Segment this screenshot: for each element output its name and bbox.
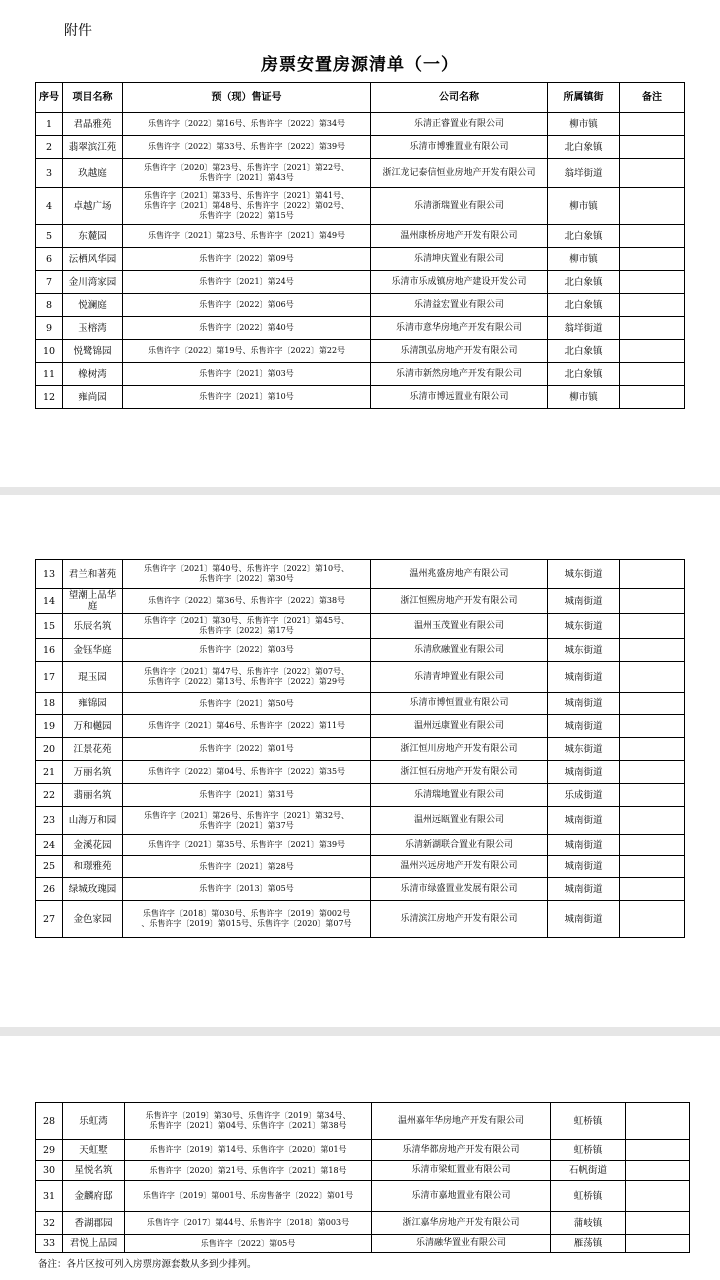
table-row [36, 715, 685, 738]
table-row [36, 159, 685, 188]
document-page-2 [0, 495, 720, 1027]
table-row [36, 589, 685, 614]
project-name: 翡翠滨江苑 [63, 136, 123, 159]
license-line: 乐售许字〔2020〕第21号、乐售许字〔2021〕第18号 [149, 1165, 347, 1175]
project-name: 雍锦园 [63, 693, 123, 715]
row-number: 1 [36, 113, 63, 136]
row-number: 2 [36, 136, 63, 159]
license-line: 乐售许字〔2021〕第33号、乐售许字〔2021〕第41号、 [143, 191, 350, 200]
document-page-3 [0, 1036, 720, 1280]
license-numbers [125, 1181, 372, 1212]
license-numbers [123, 159, 371, 188]
license-numbers [123, 294, 371, 317]
license-numbers [125, 1103, 372, 1140]
town-name: 城南街道 [548, 715, 620, 738]
town-name: 城东街道 [548, 639, 620, 662]
town-name: 柳市镇 [548, 113, 620, 136]
town-name: 城南街道 [548, 901, 620, 938]
company-name: 温州玉茂置业有限公司 [371, 614, 548, 639]
table-row [36, 1103, 690, 1140]
town-name: 翁垟街道 [548, 159, 620, 188]
town-name: 城南街道 [548, 662, 620, 693]
row-number: 16 [36, 639, 63, 662]
attachment-label: 附件 [64, 23, 92, 39]
license-numbers [123, 878, 371, 901]
row-number: 12 [36, 386, 63, 409]
project-name: 玉榕湾 [63, 317, 123, 340]
license-line: 乐售许字〔2022〕第09号 [199, 254, 294, 263]
row-number: 20 [36, 738, 63, 761]
remark-cell [620, 248, 685, 271]
company-name: 乐清市乐成镇房地产建设开发公司 [371, 271, 548, 294]
company-name: 浙江恒熙房地产开发有限公司 [371, 589, 548, 614]
license-line: 乐售许字〔2021〕第48号、乐售许字〔2022〕第02号、 [143, 201, 350, 210]
license-line: 乐售许字〔2022〕第06号 [199, 300, 294, 309]
company-name: 温州远瓯置业有限公司 [371, 807, 548, 835]
license-numbers [123, 560, 371, 589]
company-name: 乐清市绿盛置业发展有限公司 [371, 878, 548, 901]
project-name: 和璟雅苑 [63, 856, 123, 878]
license-line: 乐售许字〔2018〕第030号、乐售许字〔2019〕第002号 [142, 909, 351, 918]
project-name: 江景花苑 [63, 738, 123, 761]
license-line: 乐售许字〔2021〕第26号、乐售许字〔2021〕第32号、 [143, 810, 350, 820]
project-name: 君悦上品园 [63, 1235, 125, 1253]
town-name: 城南街道 [548, 693, 620, 715]
remark-cell [620, 639, 685, 662]
project-name: 橡树湾 [63, 363, 123, 386]
town-name: 柳市镇 [548, 188, 620, 225]
license-numbers [123, 188, 371, 225]
license-numbers [125, 1235, 372, 1253]
license-line: 乐售许字〔2021〕第37号 [199, 820, 294, 830]
table-row [36, 136, 685, 159]
project-name: 金钰华庭 [63, 639, 123, 662]
license-line: 乐售许字〔2021〕第46号、乐售许字〔2022〕第11号 [147, 721, 346, 730]
row-number: 14 [36, 589, 63, 614]
license-line: 乐售许字〔2021〕第23号、乐售许字〔2021〕第49号 [147, 231, 346, 240]
license-line: 乐售许字〔2021〕第40号、乐售许字〔2022〕第10号、 [143, 564, 350, 573]
row-number: 23 [36, 807, 63, 835]
town-name: 城南街道 [548, 835, 620, 856]
project-name: 绿城玫瑰园 [63, 878, 123, 901]
remark-cell [626, 1103, 690, 1140]
town-name: 北白象镇 [548, 294, 620, 317]
license-line: 乐售许字〔2017〕第44号、乐售许字〔2018〕第003号 [146, 1218, 350, 1227]
remark-cell [620, 835, 685, 856]
license-numbers [123, 271, 371, 294]
company-name: 温州远康置业有限公司 [371, 715, 548, 738]
table-row [36, 878, 685, 901]
license-numbers [123, 136, 371, 159]
table-row [36, 340, 685, 363]
town-name: 柳市镇 [548, 248, 620, 271]
license-line: 乐售许字〔2021〕第04号、乐售许字〔2021〕第38号 [149, 1121, 347, 1130]
row-number: 5 [36, 225, 63, 248]
project-name: 乐虹湾 [63, 1103, 125, 1140]
row-number: 22 [36, 784, 63, 807]
license-numbers [123, 639, 371, 662]
company-name: 乐清坤庆置业有限公司 [371, 248, 548, 271]
row-number: 11 [36, 363, 63, 386]
row-number: 8 [36, 294, 63, 317]
license-numbers [123, 340, 371, 363]
table-row [36, 225, 685, 248]
town-name: 蒲岐镇 [551, 1212, 626, 1235]
header-license: 预（现）售证号 [123, 83, 371, 113]
remark-cell [620, 878, 685, 901]
town-name: 翁垟街道 [548, 317, 620, 340]
table-row [36, 784, 685, 807]
license-numbers [123, 738, 371, 761]
company-name: 乐清滨江房地产开发有限公司 [371, 901, 548, 938]
town-name: 北白象镇 [548, 363, 620, 386]
row-number: 28 [36, 1103, 63, 1140]
table-row [36, 386, 685, 409]
company-name: 乐清正睿置业有限公司 [371, 113, 548, 136]
table-row [36, 807, 685, 835]
company-name: 乐清市梁虹置业有限公司 [372, 1161, 551, 1181]
license-numbers [123, 835, 371, 856]
project-name: 君兰和著苑 [63, 560, 123, 589]
license-line: 乐售许字〔2021〕第24号 [199, 277, 294, 286]
license-numbers [123, 225, 371, 248]
license-numbers [123, 715, 371, 738]
project-name: 琨玉园 [63, 662, 123, 693]
company-name: 浙江恒川房地产开发有限公司 [371, 738, 548, 761]
row-number: 30 [36, 1161, 63, 1181]
remark-cell [620, 784, 685, 807]
remark-cell [620, 188, 685, 225]
remark-cell [620, 159, 685, 188]
town-name: 虹桥镇 [551, 1140, 626, 1161]
table-row [36, 761, 685, 784]
license-line: 乐售许字〔2022〕第17号 [199, 626, 294, 635]
project-name: 翡丽名筑 [63, 784, 123, 807]
project-name: 乐辰名筑 [63, 614, 123, 639]
company-name: 乐清新湖联合置业有限公司 [371, 835, 548, 856]
license-line: 乐售许字〔2022〕第19号、乐售许字〔2022〕第22号 [147, 346, 346, 355]
company-name: 乐清市新然房地产开发有限公司 [371, 363, 548, 386]
row-number: 7 [36, 271, 63, 294]
table-row [36, 113, 685, 136]
license-line: 乐售许字〔2019〕第001号、乐房售备字〔2022〕第01号 [142, 1191, 354, 1200]
table-row [36, 1161, 690, 1181]
row-number: 6 [36, 248, 63, 271]
license-line: 乐售许字〔2021〕第47号、乐售许字〔2022〕第07号、 [143, 667, 350, 676]
row-number: 24 [36, 835, 63, 856]
project-name: 悦鹭锦园 [63, 340, 123, 363]
project-name: 万丽名筑 [63, 761, 123, 784]
document-page-1 [0, 0, 720, 487]
town-name: 北白象镇 [548, 136, 620, 159]
company-name: 乐清市博雅置业有限公司 [371, 136, 548, 159]
license-line: 、乐售许字〔2019〕第015号、乐售许字〔2020〕第07号 [141, 919, 352, 928]
project-name: 玖越庭 [63, 159, 123, 188]
license-numbers [123, 693, 371, 715]
table-row [36, 271, 685, 294]
company-name: 乐清市意华房地产开发有限公司 [371, 317, 548, 340]
table-row [36, 248, 685, 271]
row-number: 13 [36, 560, 63, 589]
table-row [36, 294, 685, 317]
row-number: 3 [36, 159, 63, 188]
town-name: 虹桥镇 [551, 1103, 626, 1140]
license-numbers [123, 856, 371, 878]
company-name: 乐清瑞地置业有限公司 [371, 784, 548, 807]
license-numbers [123, 589, 371, 614]
remark-cell [620, 363, 685, 386]
company-name: 温州兴远房地产开发有限公司 [371, 856, 548, 878]
table-row [36, 856, 685, 878]
license-numbers [123, 317, 371, 340]
license-line: 乐售许字〔2022〕第36号、乐售许字〔2022〕第38号 [147, 596, 346, 605]
company-name: 浙江嘉华房地产开发有限公司 [372, 1212, 551, 1235]
company-name: 温州嘉年华房地产开发有限公司 [372, 1103, 551, 1140]
row-number: 18 [36, 693, 63, 715]
license-line: 乐售许字〔2013〕第05号 [199, 884, 294, 893]
housing-table-page-2 [35, 559, 685, 938]
table-row [36, 317, 685, 340]
footnote: 备注：各片区按可列入房票房源套数从多到少排列。 [38, 1259, 257, 1270]
company-name: 乐清欣融置业有限公司 [371, 639, 548, 662]
table-row [36, 738, 685, 761]
project-name: 香湖郡园 [63, 1212, 125, 1235]
license-numbers [125, 1212, 372, 1235]
company-name: 温州康桥房地产开发有限公司 [371, 225, 548, 248]
table-row [36, 614, 685, 639]
project-name: 沄栖风华园 [63, 248, 123, 271]
remark-cell [626, 1235, 690, 1253]
company-name: 浙江龙记泰信恒业房地产开发有限公司 [371, 159, 548, 188]
row-number: 4 [36, 188, 63, 225]
town-name: 城南街道 [548, 856, 620, 878]
project-name: 金川湾家园 [63, 271, 123, 294]
license-line: 乐售许字〔2022〕第03号 [199, 645, 294, 654]
remark-cell [620, 693, 685, 715]
table-row [36, 560, 685, 589]
project-name: 天虹墅 [63, 1140, 125, 1161]
project-name: 万和樾园 [63, 715, 123, 738]
row-number: 21 [36, 761, 63, 784]
license-line: 乐售许字〔2021〕第03号 [199, 369, 294, 378]
table-row [36, 188, 685, 225]
remark-cell [626, 1140, 690, 1161]
license-numbers [123, 784, 371, 807]
project-name: 金色家园 [63, 901, 123, 938]
row-number: 32 [36, 1212, 63, 1235]
license-line: 乐售许字〔2022〕第04号、乐售许字〔2022〕第35号 [147, 767, 346, 776]
header-remark: 备注 [620, 83, 685, 113]
company-name: 乐清青坤置业有限公司 [371, 662, 548, 693]
license-line: 乐售许字〔2021〕第50号 [199, 698, 294, 708]
company-name: 浙江恒石房地产开发有限公司 [371, 761, 548, 784]
company-name: 乐清益宏置业有限公司 [371, 294, 548, 317]
town-name: 城南街道 [548, 761, 620, 784]
project-name: 金麟府邸 [63, 1181, 125, 1212]
project-name: 雍尚园 [63, 386, 123, 409]
remark-cell [620, 113, 685, 136]
remark-cell [620, 589, 685, 614]
table-row [36, 835, 685, 856]
project-name: 君晶雅苑 [63, 113, 123, 136]
town-name: 石帆街道 [551, 1161, 626, 1181]
row-number: 17 [36, 662, 63, 693]
license-line: 乐售许字〔2021〕第43号 [199, 173, 294, 182]
license-line: 乐售许字〔2022〕第30号 [199, 574, 294, 583]
license-line: 乐售许字〔2021〕第28号 [199, 861, 294, 871]
company-name: 乐清融华置业有限公司 [372, 1235, 551, 1253]
company-name: 乐清浙瑞置业有限公司 [371, 188, 548, 225]
license-line: 乐售许字〔2022〕第05号 [200, 1238, 296, 1248]
project-name: 卓越广场 [63, 188, 123, 225]
remark-cell [620, 761, 685, 784]
table-row [36, 1181, 690, 1212]
table-row [36, 901, 685, 938]
row-number: 19 [36, 715, 63, 738]
company-name: 乐清凯弘房地产开发有限公司 [371, 340, 548, 363]
remark-cell [620, 317, 685, 340]
remark-cell [620, 901, 685, 938]
remark-cell [626, 1161, 690, 1181]
license-line: 乐售许字〔2019〕第14号、乐售许字〔2020〕第01号 [149, 1145, 347, 1154]
license-line: 乐售许字〔2021〕第31号 [199, 790, 294, 799]
company-name: 乐清市嘉地置业有限公司 [372, 1181, 551, 1212]
table-header-row [36, 83, 685, 113]
company-name: 温州兆盛房地产有限公司 [371, 560, 548, 589]
remark-cell [620, 271, 685, 294]
table-row [36, 662, 685, 693]
town-name: 北白象镇 [548, 225, 620, 248]
remark-cell [620, 136, 685, 159]
license-line: 乐售许字〔2022〕第33号、乐售许字〔2022〕第39号 [147, 142, 346, 151]
license-line: 乐售许字〔2022〕第15号 [199, 211, 294, 220]
town-name: 城东街道 [548, 614, 620, 639]
remark-cell [620, 294, 685, 317]
license-line: 乐售许字〔2022〕第40号 [199, 323, 294, 332]
row-number: 31 [36, 1181, 63, 1212]
table-row [36, 693, 685, 715]
company-name: 乐清市博恒置业有限公司 [371, 693, 548, 715]
remark-cell [620, 715, 685, 738]
remark-cell [620, 340, 685, 363]
town-name: 雁荡镇 [551, 1235, 626, 1253]
license-numbers [123, 248, 371, 271]
license-numbers [123, 807, 371, 835]
project-name: 星悦名筑 [63, 1161, 125, 1181]
table-row [36, 363, 685, 386]
remark-cell [620, 560, 685, 589]
header-no: 序号 [36, 83, 63, 113]
row-number: 10 [36, 340, 63, 363]
table-row [36, 1235, 690, 1253]
license-numbers [123, 363, 371, 386]
town-name: 城南街道 [548, 807, 620, 835]
header-project: 项目名称 [63, 83, 123, 113]
license-numbers [123, 761, 371, 784]
license-numbers [123, 113, 371, 136]
town-name: 城南街道 [548, 589, 620, 614]
company-name: 乐清华都房地产开发有限公司 [372, 1140, 551, 1161]
remark-cell [626, 1181, 690, 1212]
town-name: 北白象镇 [548, 271, 620, 294]
license-line: 乐售许字〔2020〕第23号、乐售许字〔2021〕第22号、 [143, 163, 350, 172]
license-numbers [125, 1161, 372, 1181]
license-line: 乐售许字〔2022〕第16号、乐售许字〔2022〕第34号 [147, 119, 346, 128]
row-number: 15 [36, 614, 63, 639]
project-name: 悦澜庭 [63, 294, 123, 317]
remark-cell [620, 662, 685, 693]
remark-cell [620, 738, 685, 761]
license-numbers [123, 901, 371, 938]
town-name: 虹桥镇 [551, 1181, 626, 1212]
project-name: 东麓园 [63, 225, 123, 248]
row-number: 25 [36, 856, 63, 878]
row-number: 33 [36, 1235, 63, 1253]
town-name: 城东街道 [548, 560, 620, 589]
page-title: 房票安置房源清单（一） [261, 55, 459, 75]
table-row [36, 639, 685, 662]
project-name: 望潮上品华庭 [63, 589, 123, 614]
town-name: 城东街道 [548, 738, 620, 761]
license-line: 乐售许字〔2021〕第35号、乐售许字〔2021〕第39号 [147, 840, 346, 849]
remark-cell [620, 807, 685, 835]
license-line: 乐售许字〔2022〕第13号、乐售许字〔2022〕第29号 [147, 677, 346, 686]
town-name: 北白象镇 [548, 340, 620, 363]
project-name: 山海万和园 [63, 807, 123, 835]
license-numbers [123, 662, 371, 693]
remark-cell [620, 856, 685, 878]
town-name: 城南街道 [548, 878, 620, 901]
project-name: 金溪花园 [63, 835, 123, 856]
remark-cell [620, 614, 685, 639]
table-row [36, 1212, 690, 1235]
town-name: 乐成街道 [548, 784, 620, 807]
table-row [36, 1140, 690, 1161]
license-numbers [123, 614, 371, 639]
company-name: 乐清市博远置业有限公司 [371, 386, 548, 409]
license-line: 乐售许字〔2019〕第30号、乐售许字〔2019〕第34号、 [145, 1111, 351, 1120]
row-number: 27 [36, 901, 63, 938]
town-name: 柳市镇 [548, 386, 620, 409]
license-line: 乐售许字〔2021〕第10号 [199, 392, 294, 401]
remark-cell [620, 225, 685, 248]
housing-table-page-1 [35, 82, 685, 409]
remark-cell [620, 386, 685, 409]
license-numbers [125, 1140, 372, 1161]
row-number: 26 [36, 878, 63, 901]
license-numbers [123, 386, 371, 409]
row-number: 9 [36, 317, 63, 340]
header-company: 公司名称 [371, 83, 548, 113]
license-line: 乐售许字〔2022〕第01号 [199, 744, 294, 753]
remark-cell [626, 1212, 690, 1235]
header-town: 所属镇街 [548, 83, 620, 113]
license-line: 乐售许字〔2021〕第30号、乐售许字〔2021〕第45号、 [143, 616, 350, 625]
row-number: 29 [36, 1140, 63, 1161]
housing-table-page-3 [35, 1102, 690, 1253]
